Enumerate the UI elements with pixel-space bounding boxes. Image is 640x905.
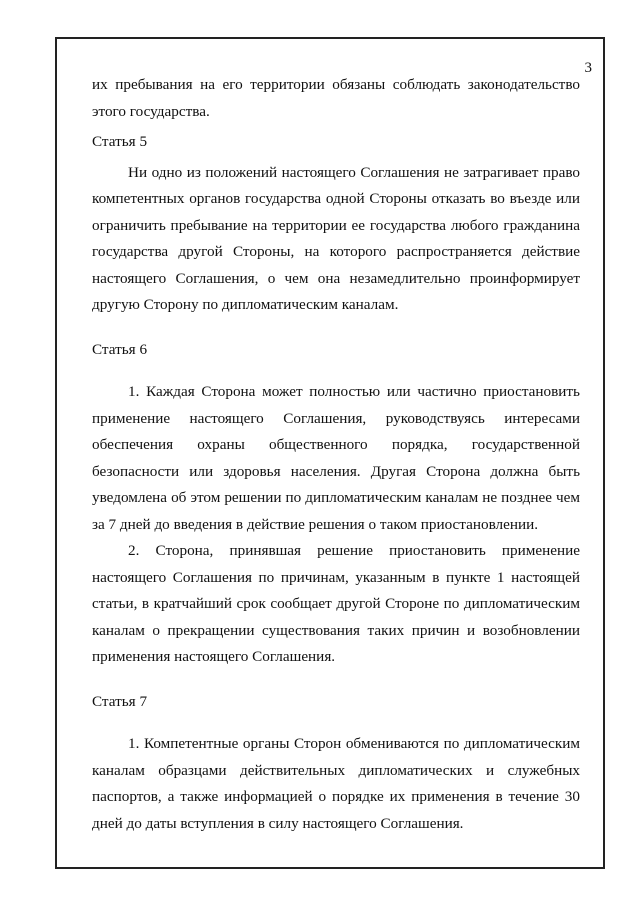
article-5-heading: Статья 5 bbox=[92, 133, 148, 150]
page-number: 3 bbox=[584, 60, 592, 76]
article-6-heading: Статья 6 bbox=[92, 340, 148, 358]
article-7-paragraph-1: 1. Компетентные органы Сторон обмениваются по дипломатическим каналам образцами действительных дипломатических и служебных паспортов, а также информацией о порядке их применения в течение 30 дней до даты вступления в силу настоящего Соглашения. bbox=[92, 735, 580, 832]
article-6-paragraph-2: 2. Сторона, принявшая решение приостановить применение настоящего Соглашения по причинам, указанным в пункте 1 настоящей статьи, в кратчайший срок сообщает другой Стороне по дипломатическим каналам о прекращении существования таких причин и возобновлении применения настоящего Соглашения. bbox=[92, 542, 580, 665]
article-7-heading: Статья 7 bbox=[92, 692, 148, 710]
article-5-paragraph: Ни одно из положений настоящего Соглашения не затрагивает право компетентных органов государства одной Стороны отказать во въезде или ограничить пребывание на территории ее государства любого гражданина государства другой Стороны, на которого распространяется действие настоящего Соглашения, о чем она незамедлительно проинформирует другую Сторону по дипломатическим каналам. bbox=[92, 163, 580, 313]
document-body bbox=[92, 72, 580, 837]
article-6-paragraph-1: 1. Каждая Сторона может полностью или частично приостановить применение настоящего Соглашения, руководствуясь интересами обеспечения охраны общественного порядка, государственной безопасности или здоровья населения. Другая Сторона должна быть уведомлена об этом решении по дипломатическим каналам не позднее чем за 7 дней до введения в действие решения о таком приостановлении. bbox=[92, 383, 580, 533]
intro-paragraph: их пребывания на его территории обязаны соблюдать законодательство этого государства. bbox=[92, 76, 580, 120]
